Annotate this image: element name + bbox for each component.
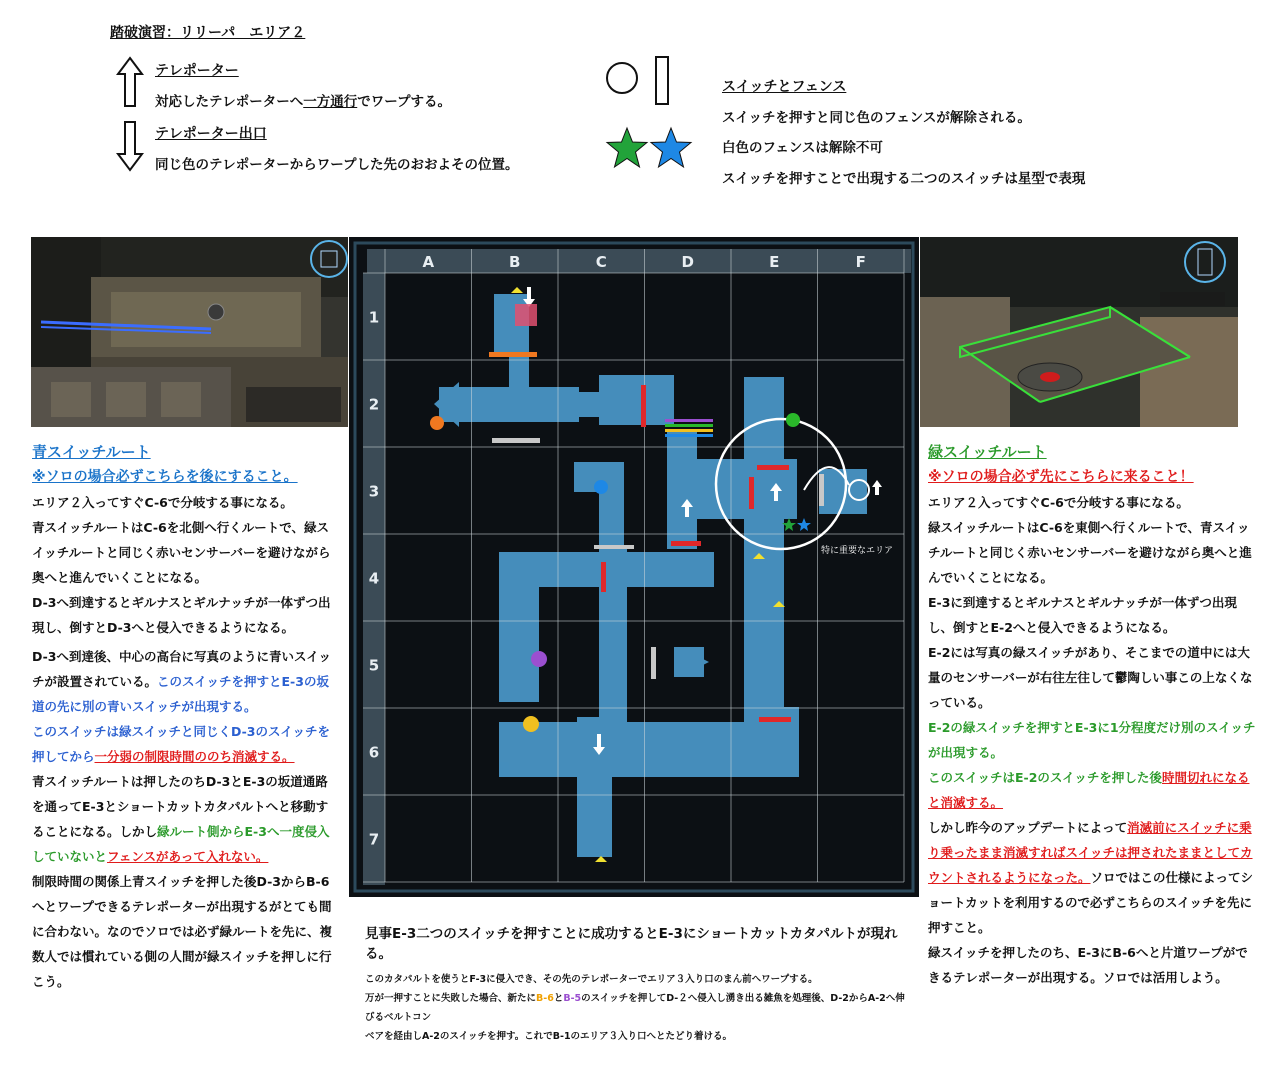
blue-switch-screenshot <box>31 237 348 427</box>
green-switch-screenshot-scene <box>920 237 1238 427</box>
blue-star-switch-icon <box>649 126 693 170</box>
green-route-p3: E-3に到達するとギルナスとギルナッチが一体ずつ出現し、倒すとE-2へと侵入できるようになる。 <box>928 595 1237 635</box>
green-route-p2: 緑スイッチルートはC-6を東側へ行くルートで、青スイッチルートと同じく赤いセンサーバーを避けながら奥へと進んでいくことになる。 <box>928 520 1252 585</box>
area-map <box>349 237 919 897</box>
green-route-p8: 緑スイッチを押したのち、E-3にB-6へと片道ワープができるテレポーターが出現する。ソロでは活用しよう。 <box>928 945 1248 985</box>
blue-route-subheading: ※ソロの場合必ずこちらを後にすること。 <box>32 469 298 485</box>
green-route-p6: このスイッチはE-2のスイッチを押した後時間切れになると消滅する。 <box>928 770 1250 810</box>
blue-route-heading: 青スイッチルート <box>32 443 151 461</box>
green-route-p5: E-2の緑スイッチを押すとE-3に1分程度だけ別のスイッチが出現する。 <box>928 720 1256 760</box>
green-switch-screenshot <box>920 237 1238 427</box>
column-label: E <box>769 253 780 271</box>
green-route-p7: しかし昨今のアップデートによって消滅前にスイッチに乗り乗ったまま消滅すればスイッチは押されたままとしてカウントされるようになった。ソロではこの仕様によってショートカットを利用するので必ずこちらのスイッチを先に押すこと。 <box>928 820 1254 935</box>
switch-line-1: スイッチを押すと同じ色のフェンスが解除される。 <box>722 110 1031 126</box>
page-title: 踏破演習：リリーパ エリア２ <box>110 25 306 41</box>
green-route-p1: エリア２入ってすぐC-6で分岐する事になる。 <box>928 495 1189 510</box>
column-label: F <box>855 253 866 271</box>
switch-circle-icon <box>604 60 640 96</box>
blue-route-p2: 青スイッチルートはC-6を北側へ行くルートで、緑スイッチルートと同じく赤いセンサーバーを避けながら奥へと進んでいくことになる。 <box>32 520 331 585</box>
row-label: 2 <box>368 395 380 414</box>
shortcut-headline: 見事E-3二つのスイッチを押すことに成功するとE-3にショートカットカタパルトが現れる。 <box>365 926 898 962</box>
switch-fence-heading: スイッチとフェンス <box>722 79 847 95</box>
green-route-p4: E-2には写真の緑スイッチがあり、そこまでの道中には大量のセンサーバーが右往左往して鬱陶しい事この上なくなっている。 <box>928 645 1253 710</box>
green-star-switch-icon <box>605 126 649 170</box>
green-route-column <box>928 440 1258 990</box>
area-map-canvas <box>349 237 919 897</box>
teleporter-heading: テレポーター <box>155 63 239 79</box>
blue-route-p6: 青スイッチルートは押したのちD-3とE-3の坂道通路を通ってE-3とショートカットカタパルトへと移動することになる。しかし緑ルート側からE-3へ一度侵入していないとフェンスがあって入れない。 <box>32 774 330 864</box>
teleporter-description: 対応したテレポーターへ一方通行でワープする。 <box>155 94 452 110</box>
column-label: C <box>595 253 607 271</box>
blue-route-p4: D-3へ到達後、中心の高台に写真のように青いスイッチが設置されている。このスイッチを押すとE-3の坂道の先に別の青いスイッチが出現する。 <box>32 649 331 714</box>
row-label: 7 <box>368 830 380 849</box>
green-route-subheading: ※ソロの場合必ず先にこちらに来ること！ <box>928 469 1194 485</box>
switch-line-2: 白色のフェンスは解除不可 <box>722 140 883 156</box>
shortcut-line-2: 万が一押すことに失敗した場合、新たにB-6とB-5のスイッチを押してD-２へ侵入し湧き出る雑魚を処理後、D-2からA-2へ伸びるベルトコン <box>365 993 905 1023</box>
map-header-row <box>367 249 911 273</box>
column-label: A <box>422 253 435 271</box>
teleporter-exit-description: 同じ色のテレポーターからワープした先のおおよその位置。 <box>155 157 519 173</box>
blue-route-p3: D-3へ到達するとギルナスとギルナッチが一体ずつ出現し、倒すとD-3へと侵入できるようになる。 <box>32 595 331 635</box>
shortcut-line-1: このカタパルトを使うとF-3に侵入でき、その先のテレポーターでエリア３入り口のまん前へワープする。 <box>365 974 818 985</box>
blue-route-column <box>32 440 337 994</box>
teleporter-up-arrow-icon <box>116 56 144 108</box>
area-entrance-marker <box>515 304 537 326</box>
shortcut-notes <box>365 922 910 1046</box>
teleporter-exit-heading: テレポーター出口 <box>155 126 267 142</box>
blue-route-p1: エリア２入ってすぐC-6で分岐する事になる。 <box>32 495 293 510</box>
switch-line-3: スイッチを押すことで出現する二つのスイッチは星型で表現 <box>722 171 1086 187</box>
row-label: 6 <box>368 743 380 762</box>
green-route-heading: 緑スイッチルート <box>928 443 1047 461</box>
shortcut-line-3: ベアを経由しA-2のスイッチを押す。これでB-1のエリア３入り口へとたどり着ける。 <box>365 1031 733 1042</box>
teleporter-exit-down-arrow-icon <box>116 120 144 172</box>
blue-route-p5: このスイッチは緑スイッチと同じくD-3のスイッチを押してから一分弱の制限時間ののち消滅する。 <box>32 724 330 764</box>
blue-switch-screenshot-scene <box>31 237 348 427</box>
fence-bar-icon <box>653 55 671 107</box>
important-area-label: 特に重要なエリア <box>821 546 894 556</box>
row-label: 3 <box>368 482 380 501</box>
column-label: D <box>681 253 694 271</box>
row-label: 1 <box>368 308 380 327</box>
blue-route-p7: 制限時間の関係上青スイッチを押した後D-3からB-6へとワープできるテレポーターが出現するがとても間に合わない。なのでソロでは必ず緑ルートを先に、複数人では慣れている側の人間が緑スイッチを押しに行こう。 <box>32 874 333 989</box>
row-label: 4 <box>368 569 380 588</box>
column-label: B <box>509 253 521 271</box>
row-label: 5 <box>368 656 380 675</box>
